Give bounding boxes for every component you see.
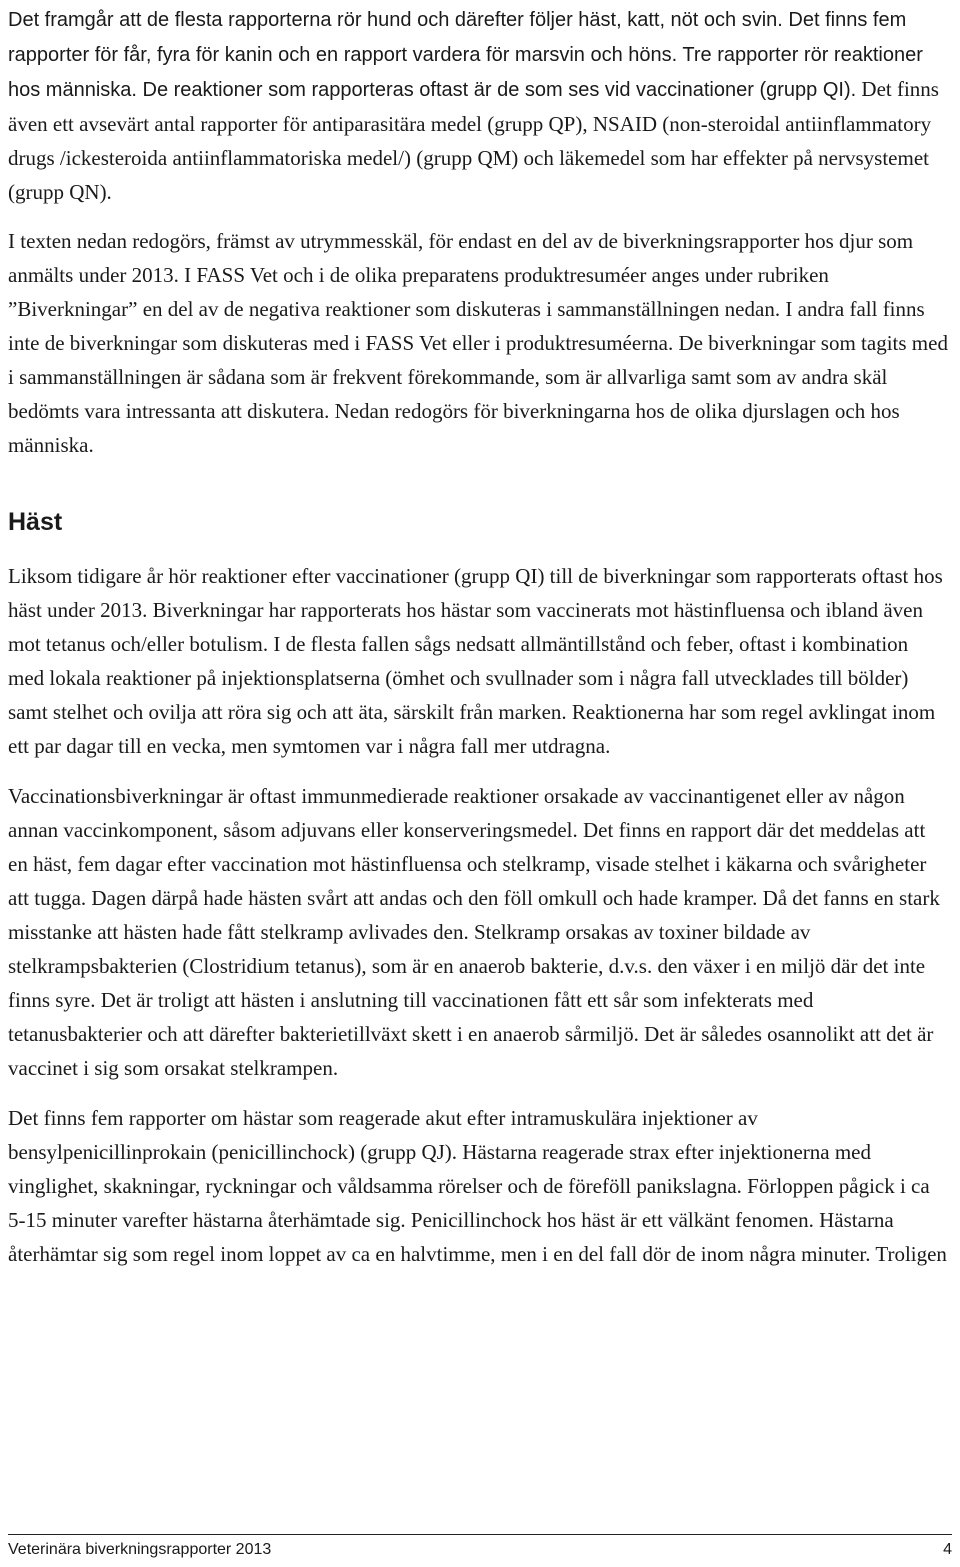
hast-paragraph-2: Vaccinationsbiverkningar är oftast immunmedierade reaktioner orsakade av vaccinantigenet eller av någon annan vaccinkomponent, såsom adjuvans eller konserveringsmedel. Det finns en rapport där det meddelas att en häst, fem dagar efter vaccination mot hästinfluensa och stelkramp, visade stelhet i käkarna och svårigheter att tugga. Dagen därpå hade hästen svårt att andas och den föll omkull och hade kramper. Då det fanns en stark misstanke att hästen hade fått stelkramp avlivades den. Stelkramp orsakas av toxiner bildade av stelkrampsbakterien (Clostridium tetanus), som är en anaerob bakterie, d.v.s. den växer i en miljö där det inte finns syre. Det är troligt att hästen i anslutning till vaccinationen fått ett sår som infekterats med tetanusbakterier och att därefter bakterietillväxt skett i en anaerob sårmiljö. Det är således osannolikt att det är vaccinet i sig som orsakat stelkrampen. xyxy=(8,784,940,1080)
footer-page-number: 4 xyxy=(943,1541,952,1558)
intro-paragraph-1-sans-text: Det framgår att de flesta rapporterna rör hund och därefter följer häst, katt, nöt och svin. Det finns fem rapporter för får, fyra för kanin och en rapport vardera för marsvin och höns. Tre rapporter rör reaktioner hos människa. De reaktioner som rapporteras oftast är de som ses vid vaccinationer (grupp QI). xyxy=(8,9,923,101)
section-heading-hast: Häst xyxy=(8,508,63,536)
intro-paragraph-2: I texten nedan redogörs, främst av utrymmesskäl, för endast en del av de biverkningsrapporter hos djur som anmälts under 2013. I FASS Vet och i de olika preparatens produktresuméer anges under rubriken ”Biverkningar” en del av de negativa reaktioner som diskuteras i sammanställningen nedan. I andra fall finns inte de biverkningar som diskuteras med i FASS Vet eller i produktresuméerna. De biverkningar som tagits med i sammanställningen är sådana som är frekvent förekommande, som är allvarliga samt som av andra skäl bedömts vara intressanta att diskutera. Nedan redogörs för biverkningarna hos de olika djurslagen och hos människa. xyxy=(8,229,948,457)
intro-paragraph-1-serif-text: Det finns även ett avsevärt antal rapporter för antiparasitära medel (grupp QP), NSAID (non-steroidal antiinflammatory drugs /ickesteroida antiinflammatoriska medel/) (grupp QM) och läkemedel som har effekter på nervsystemet (grupp QN). xyxy=(8,77,939,204)
intro-paragraph-1 xyxy=(8,2,948,209)
hast-paragraph-3: Det finns fem rapporter om hästar som reagerade akut efter intramuskulära injektioner av bensylpenicillinprokain (penicillinchock) (grupp QJ). Hästarna reagerade strax efter injektionerna med vinglighet, skakningar, ryckningar och våldsamma rörelser och de föreföll panikslagna. Förloppen pågick i ca 5-15 minuter varefter hästarna återhämtade sig. Penicillinchock hos häst är ett välkänt fenomen. Hästarna återhämtar sig som regel inom loppet av ca en halvtimme, men i en del fall dör de inom några minuter. Troligen xyxy=(8,1106,947,1266)
footer-title: Veterinära biverkningsrapporter 2013 xyxy=(8,1541,272,1558)
page-content xyxy=(8,0,948,1271)
page-footer xyxy=(8,1534,952,1561)
hast-paragraph-1: Liksom tidigare år hör reaktioner efter vaccinationer (grupp QI) till de biverkningar som rapporterats oftast hos häst under 2013. Biverkningar har rapporterats hos hästar som vaccinerats mot hästinfluensa och ibland även mot tetanus och/eller botulism. I de flesta fallen sågs nedsatt allmäntillstånd och feber, oftast i kombination med lokala reaktioner på injektionsplatserna (ömhet och svullnader som i några fall utvecklades till bölder) samt stelhet och ovilja att röra sig och att äta, särskilt från marken. Reaktionerna har som regel avklingat inom ett par dagar till en vecka, men symtomen var i några fall mer utdragna. xyxy=(8,564,943,758)
